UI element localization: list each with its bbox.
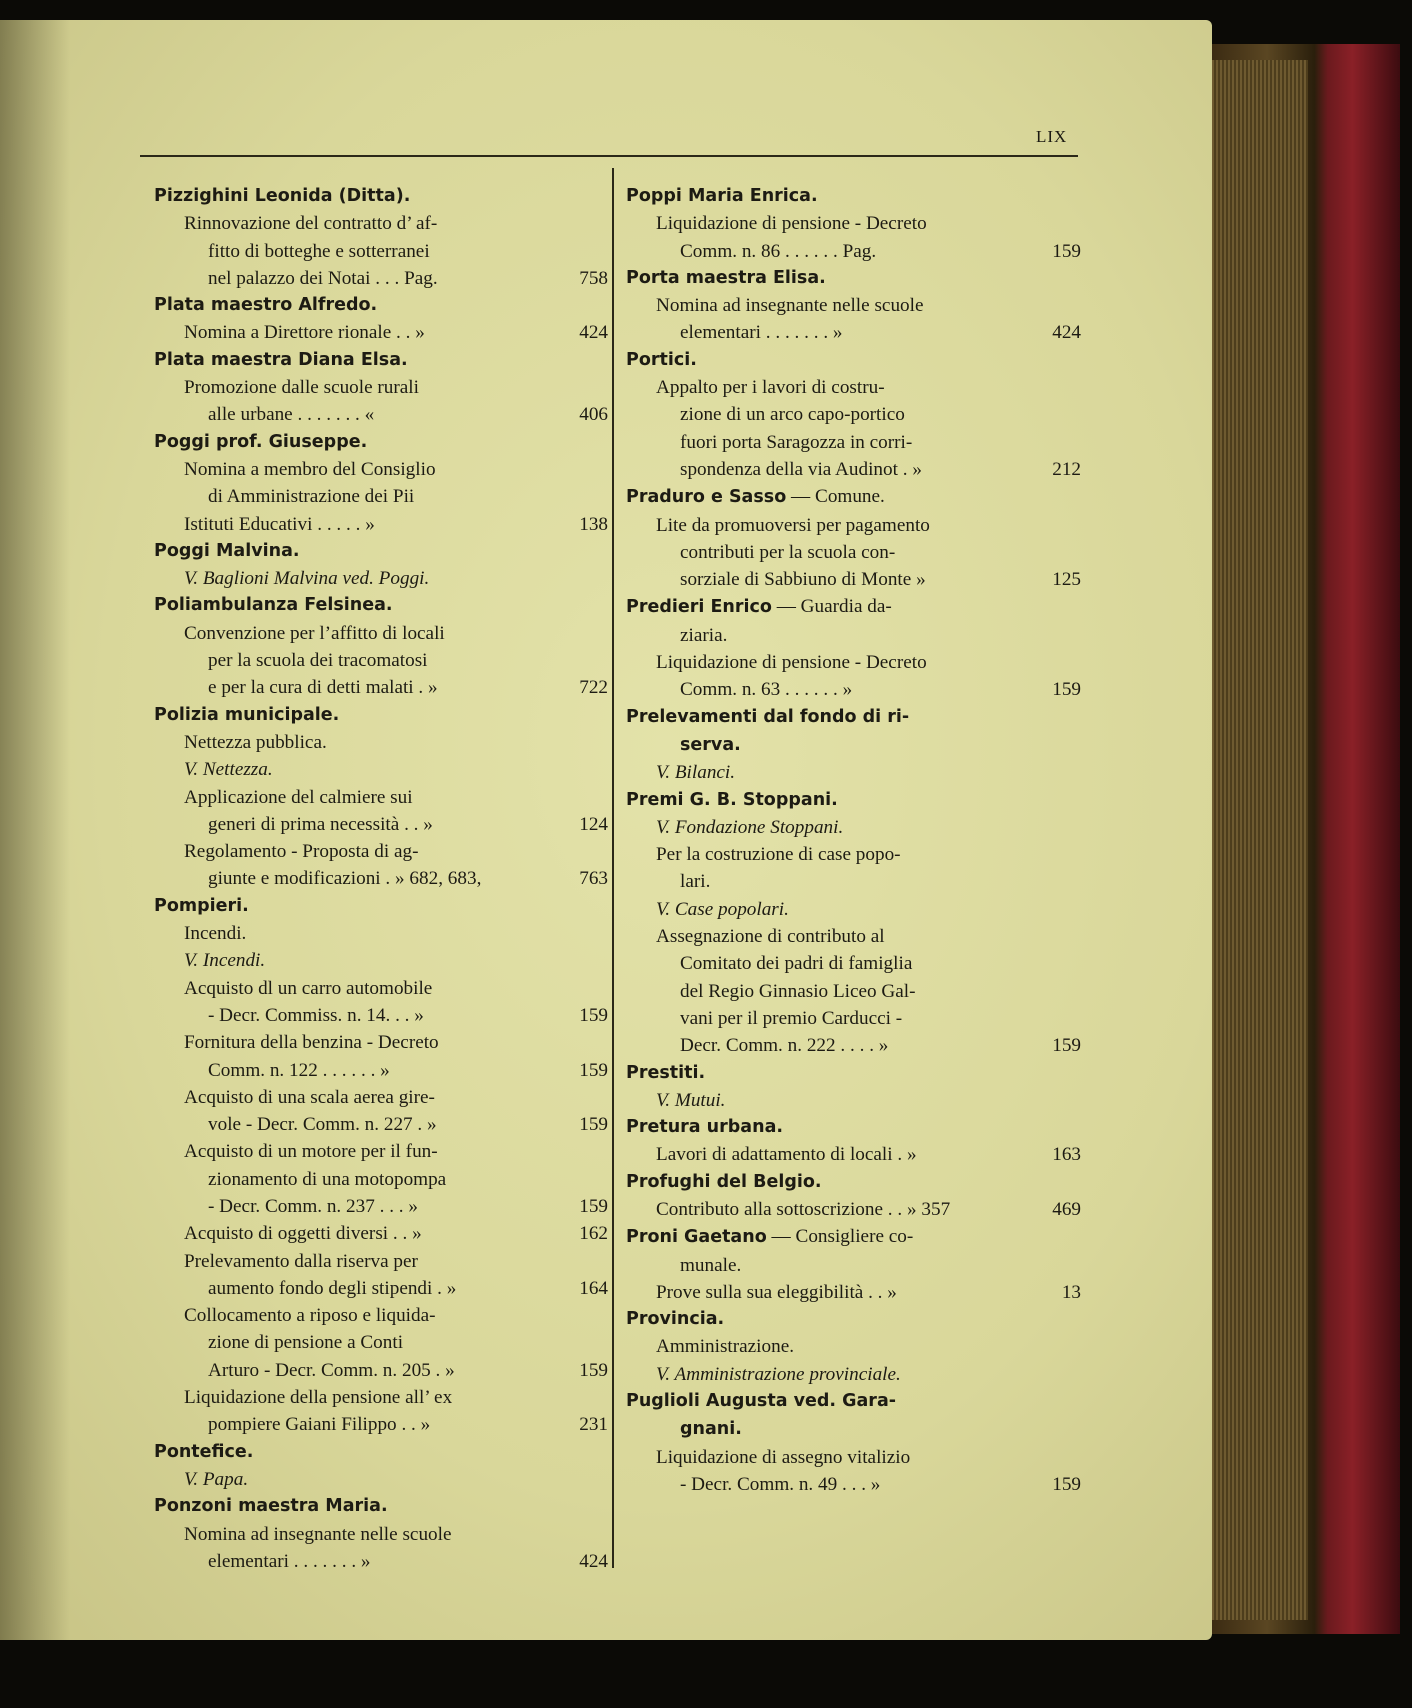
entry-heading <box>154 702 608 729</box>
page-reference: 159 <box>579 1359 608 1381</box>
entry-line-text: V. Incendi. <box>184 950 266 972</box>
entry-line-text: elementari . . . . . . . » <box>208 1550 371 1572</box>
index-entry <box>626 265 1081 347</box>
index-entry <box>154 1493 608 1575</box>
entry-line-text: generi di prima necessità . . » <box>208 813 433 835</box>
page-reference: 162 <box>579 1223 608 1245</box>
entry-line-text: munale. <box>680 1254 742 1276</box>
line-spacer <box>422 1220 574 1247</box>
page-reference: 758 <box>579 267 608 289</box>
entry-line <box>626 923 1081 950</box>
entry-heading-text: Profughi del Belgio. <box>626 1171 822 1192</box>
index-entry <box>154 702 608 893</box>
entry-line-text: Lavori di adattamento di locali . » <box>656 1144 917 1166</box>
entry-line <box>154 647 608 674</box>
entry-heading <box>154 429 608 456</box>
entry-reference-line <box>154 1275 608 1302</box>
entry-line-text: per la scuola dei tracomatosi <box>208 650 428 672</box>
page-reference: 138 <box>579 513 608 535</box>
entry-line <box>626 731 1081 759</box>
entry-line-text: zionamento di una motopompa <box>208 1168 447 1190</box>
entry-heading <box>626 704 1081 731</box>
entry-line-text: V. Papa. <box>184 1468 249 1490</box>
line-spacer <box>438 265 574 292</box>
entry-line-text: Contributo alla sottoscrizione . . » 357 <box>656 1198 951 1220</box>
entry-line-text: Incendi. <box>184 923 247 945</box>
page-reference: 424 <box>579 322 608 344</box>
entry-heading <box>626 1388 1081 1415</box>
entry-line <box>626 210 1081 237</box>
entry-line-text: zione di un arco capo-portico <box>680 404 905 426</box>
entry-line-text: del Regio Ginnasio Liceo Gal- <box>680 980 916 1002</box>
entry-line <box>154 1521 608 1548</box>
entry-heading-text: Proni Gaetano <box>626 1227 767 1248</box>
entry-heading-text: Premi G. B. Stoppani. <box>626 789 838 810</box>
line-spacer <box>374 401 573 428</box>
page-block-edge <box>1212 60 1308 1620</box>
entry-heading-text: Puglioli Augusta ved. Gara- <box>626 1391 897 1412</box>
entry-reference-line <box>154 1193 608 1220</box>
entry-line-text: Acquisto di oggetti diversi . . » <box>184 1223 422 1245</box>
index-entry <box>626 347 1081 483</box>
entry-heading-text: Poggi prof. Giuseppe. <box>154 431 368 452</box>
entry-line-text: Acquisto di una scala aerea gire- <box>184 1086 435 1108</box>
entry-line <box>626 1087 1081 1114</box>
entry-line-text: lari. <box>680 871 711 893</box>
entry-line-text: Convenzione per l’affitto di locali <box>184 622 445 644</box>
entry-line-text: Liquidazione di pensione - Decreto <box>656 652 927 674</box>
entry-line <box>626 429 1081 456</box>
page-reference: 124 <box>579 813 608 835</box>
line-spacer <box>438 674 574 701</box>
entry-line-text: aumento fondo degli stipendi . » <box>208 1277 457 1299</box>
entry-reference-line <box>626 456 1081 483</box>
entry-line <box>154 374 608 401</box>
entry-heading-text: Polizia municipale. <box>154 704 340 725</box>
entry-line-text: Nomina ad insegnante nelle scuole <box>184 1523 452 1545</box>
entry-line-text: Prelevamento dalla riserva per <box>184 1250 418 1272</box>
entry-line <box>154 1138 608 1165</box>
entry-reference-line <box>154 811 608 838</box>
entry-line-text: Promozione dalle scuole rurali <box>184 377 419 399</box>
entry-heading <box>626 265 1081 292</box>
entry-line <box>626 401 1081 428</box>
entry-reference-line <box>626 566 1081 593</box>
entry-line <box>626 978 1081 1005</box>
entry-reference-line <box>154 1220 608 1247</box>
column-divider <box>612 168 614 1568</box>
entry-reference-line <box>626 1032 1081 1059</box>
line-spacer <box>876 238 1046 265</box>
page-reference: 159 <box>1052 1473 1081 1495</box>
entry-line-text: di Amministrazione dei Pii <box>208 486 415 508</box>
entry-reference-line <box>626 1279 1081 1306</box>
page-reference: 212 <box>1052 458 1081 480</box>
entry-reference-line <box>154 511 608 538</box>
entry-reference-line <box>626 319 1081 346</box>
entry-heading-text: Praduro e Sasso <box>626 487 787 508</box>
entry-heading <box>154 347 608 374</box>
entry-line-text: V. Baglioni Malvina ved. Poggi. <box>184 568 430 590</box>
entry-line-text: Comm. n. 122 . . . . . . » <box>208 1059 390 1081</box>
entry-reference-line <box>154 401 608 428</box>
entry-line <box>154 1248 608 1275</box>
entry-line-text: serva. <box>680 734 741 755</box>
entry-heading-text: Pizzighini Leonida (Ditta). <box>154 186 411 206</box>
page-reference: 164 <box>579 1277 608 1299</box>
entry-line-text: Acquisto dl un carro automobile <box>184 977 433 999</box>
entry-line-text: Nomina ad insegnante nelle scuole <box>656 295 924 317</box>
index-entry <box>626 787 1081 1060</box>
entry-line-text: elementari . . . . . . . » <box>680 322 843 344</box>
entry-reference-line <box>154 1357 608 1384</box>
entry-heading <box>626 1306 1081 1333</box>
entry-line-text: Collocamento a riposo e liquida- <box>184 1305 436 1327</box>
entry-heading-text: Porta maestra Elisa. <box>626 267 826 288</box>
index-entry <box>626 704 1081 787</box>
entry-line <box>154 1084 608 1111</box>
entry-line-text: Lite da promuoversi per pagamento <box>656 514 930 536</box>
entry-line-text: Liquidazione di assegno vitalizio <box>656 1446 911 1468</box>
entry-line-text: Comitato dei padri di famiglia <box>680 953 913 975</box>
entry-line-text: giunte e modificazioni . » 682, 683, <box>208 868 482 890</box>
entry-heading <box>154 1493 608 1520</box>
entry-line-text: contributi per la scuola con- <box>680 541 896 563</box>
index-entry <box>626 483 1081 593</box>
entry-line-text: Fornitura della benzina - Decreto <box>184 1032 439 1054</box>
entry-heading <box>626 347 1081 374</box>
entry-line <box>626 622 1081 649</box>
line-spacer <box>437 1111 574 1138</box>
page-reference: 125 <box>1052 569 1081 591</box>
page-reference: 763 <box>579 868 608 890</box>
entry-line <box>154 1029 608 1056</box>
entry-line <box>154 210 608 237</box>
entry-line-text: V. Fondazione Stoppani. <box>656 816 844 838</box>
entry-heading-text: Poliambulanza Felsinea. <box>154 595 393 616</box>
entry-line-text: vani per il premio Carducci - <box>680 1007 903 1029</box>
entry-line <box>154 1329 608 1356</box>
entry-line-text: - Decr. Commiss. n. 14. . . » <box>208 1004 424 1026</box>
entry-line <box>154 1466 608 1493</box>
entry-line-text: fuori porta Saragozza in corri- <box>680 431 913 453</box>
page-number: LIX <box>1036 127 1068 146</box>
entry-reference-line <box>154 1411 608 1438</box>
entry-reference-line <box>154 1548 608 1575</box>
entry-heading-text: Pretura urbana. <box>626 1117 784 1138</box>
entry-line-text: spondenza della via Audinot . » <box>680 458 922 480</box>
page-reference: 159 <box>1052 240 1081 262</box>
entry-heading <box>154 592 608 619</box>
line-spacer <box>888 1032 1046 1059</box>
entry-line-text: Liquidazione della pensione all’ ex <box>184 1387 453 1409</box>
entry-line <box>626 512 1081 539</box>
entry-line <box>154 729 608 756</box>
entry-line-text: Applicazione del calmiere sui <box>184 786 413 808</box>
page-reference: 159 <box>579 1059 608 1081</box>
entry-line-text: pompiere Gaiani Filippo . . » <box>208 1414 431 1436</box>
index-entry <box>626 1060 1081 1115</box>
entry-line <box>154 920 608 947</box>
entry-line-text: Nettezza pubblica. <box>184 731 327 753</box>
line-spacer <box>390 1057 573 1084</box>
entry-reference-line <box>154 319 608 346</box>
page-reference: 13 <box>1061 1281 1081 1303</box>
line-spacer <box>424 1002 573 1029</box>
entry-heading <box>626 183 1081 210</box>
line-spacer <box>843 319 1047 346</box>
line-spacer <box>922 456 1046 483</box>
index-entry <box>626 1306 1081 1388</box>
entry-line-text: vole - Decr. Comm. n. 227 . » <box>208 1114 437 1136</box>
entry-line-text: Arturo - Decr. Comm. n. 205 . » <box>208 1359 455 1381</box>
index-column-left <box>154 183 608 1575</box>
entry-reference-line <box>626 238 1081 265</box>
entry-reference-line <box>626 676 1081 703</box>
entry-line-text: Rinnovazione del contratto d’ af- <box>184 213 438 235</box>
entry-line-text: Comm. n. 63 . . . . . . » <box>680 679 853 701</box>
entry-line-text: Comm. n. 86 . . . . . . Pag. <box>680 240 877 262</box>
entry-line <box>154 1166 608 1193</box>
entry-line <box>626 759 1081 786</box>
entry-heading <box>626 483 1081 511</box>
entry-line <box>154 784 608 811</box>
entry-line-text: Nomina a Direttore rionale . . » <box>184 322 425 344</box>
index-entry <box>626 1388 1081 1498</box>
entry-line-text: Nomina a membro del Consiglio <box>184 458 436 480</box>
entry-reference-line <box>154 265 608 292</box>
entry-line-text: fitto di botteghe e sotterranei <box>208 240 430 262</box>
index-entry <box>626 1223 1081 1306</box>
entry-reference-line <box>154 865 608 892</box>
entry-heading <box>154 538 608 565</box>
index-entry <box>626 1169 1081 1224</box>
entry-line-text: Liquidazione di pensione - Decreto <box>656 213 927 235</box>
entry-heading-text: Poppi Maria Enrica. <box>626 186 818 206</box>
entry-heading <box>154 183 608 210</box>
entry-line-text: Prove sulla sua eleggibilità . . » <box>656 1281 897 1303</box>
entry-reference-line <box>626 1471 1081 1498</box>
entry-line-text: Per la costruzione di case popo- <box>656 844 901 866</box>
entry-heading-text: Prestiti. <box>626 1062 706 1083</box>
entry-reference-line <box>154 1002 608 1029</box>
entry-heading-text: Poggi Malvina. <box>154 540 300 561</box>
index-entry <box>154 347 608 429</box>
entry-line-text: Acquisto di un motore per il fun- <box>184 1141 438 1163</box>
entry-line-text: Decr. Comm. n. 222 . . . . » <box>680 1035 889 1057</box>
entry-line-text: Istituti Educativi . . . . . » <box>184 513 375 535</box>
entry-line-text: ziaria. <box>680 624 728 646</box>
line-spacer <box>880 1471 1046 1498</box>
index-entry <box>154 592 608 701</box>
entry-heading-text: Ponzoni maestra Maria. <box>154 1496 388 1517</box>
line-spacer <box>917 1141 1047 1168</box>
line-spacer <box>950 1196 1046 1223</box>
line-spacer <box>375 511 573 538</box>
entry-line <box>154 456 608 483</box>
page-reference: 159 <box>1052 679 1081 701</box>
entry-line <box>154 565 608 592</box>
index-entry <box>626 593 1081 703</box>
entry-heading-text: Provincia. <box>626 1309 725 1330</box>
entry-line-text: alle urbane . . . . . . . « <box>208 404 375 426</box>
entry-line-text: V. Amministrazione provinciale. <box>656 1363 901 1385</box>
line-spacer <box>418 1193 573 1220</box>
entry-line-text: zione di pensione a Conti <box>208 1332 404 1354</box>
entry-line-text: V. Bilanci. <box>656 762 736 784</box>
entry-line-text: Appalto per i lavori di costru- <box>656 377 885 399</box>
entry-line <box>154 975 608 1002</box>
entry-line-text: - Decr. Comm. n. 49 . . . » <box>680 1473 881 1495</box>
page-reference: 469 <box>1052 1198 1081 1220</box>
entry-line <box>626 1361 1081 1388</box>
entry-line <box>626 1415 1081 1443</box>
entry-heading-text: Pompieri. <box>154 895 249 916</box>
page-reference: 159 <box>579 1004 608 1026</box>
entry-line <box>626 1005 1081 1032</box>
entry-line <box>626 814 1081 841</box>
index-entry <box>154 429 608 538</box>
entry-heading <box>154 1439 608 1466</box>
line-spacer <box>926 566 1047 593</box>
entry-line-text: nel palazzo dei Notai . . . Pag. <box>208 267 438 289</box>
entry-heading <box>154 893 608 920</box>
entry-line <box>626 950 1081 977</box>
line-spacer <box>433 811 573 838</box>
page-reference: 231 <box>579 1414 608 1436</box>
entry-line <box>626 1333 1081 1360</box>
entry-line <box>626 649 1081 676</box>
entry-heading <box>154 292 608 319</box>
entry-line-text: - Decr. Comm. n. 237 . . . » <box>208 1195 418 1217</box>
entry-heading-text: Pontefice. <box>154 1441 254 1462</box>
entry-reference-line <box>154 1057 608 1084</box>
entry-line <box>626 868 1081 895</box>
entry-line <box>154 756 608 783</box>
index-entry <box>626 1114 1081 1169</box>
entry-line <box>626 1252 1081 1279</box>
entry-line-text: V. Case popolari. <box>656 898 789 920</box>
entry-line <box>626 292 1081 319</box>
entry-line <box>626 539 1081 566</box>
line-spacer <box>852 676 1046 703</box>
line-spacer <box>371 1548 574 1575</box>
entry-line <box>626 1444 1081 1471</box>
entry-line-text: sorziale di Sabbiuno di Monte » <box>680 569 926 591</box>
entry-line-text: Amministrazione. <box>656 1336 795 1358</box>
entry-line-text: Assegnazione di contributo al <box>656 926 885 948</box>
entry-heading <box>626 1060 1081 1087</box>
page-reference: 406 <box>579 404 608 426</box>
line-spacer <box>430 1411 573 1438</box>
entry-reference-line <box>626 1196 1081 1223</box>
entry-line-text: e per la cura di detti malati . » <box>208 677 438 699</box>
entry-line <box>154 838 608 865</box>
entry-heading-text: Predieri Enrico <box>626 597 772 618</box>
line-spacer <box>455 1357 573 1384</box>
spine-shadow <box>0 20 70 1640</box>
entry-line-text: V. Mutui. <box>656 1089 726 1111</box>
page-reference: 424 <box>1052 322 1081 344</box>
entry-heading <box>626 787 1081 814</box>
page-reference: 163 <box>1052 1144 1081 1166</box>
page-reference: 722 <box>579 677 608 699</box>
index-column-right <box>626 183 1081 1498</box>
entry-line <box>626 374 1081 401</box>
entry-line <box>154 238 608 265</box>
line-spacer <box>425 319 573 346</box>
line-spacer <box>897 1279 1056 1306</box>
page-reference: 159 <box>1052 1035 1081 1057</box>
entry-line <box>626 896 1081 923</box>
entry-heading-text: Portici. <box>626 349 697 370</box>
entry-reference-line <box>154 674 608 701</box>
entry-line-text: gnani. <box>680 1419 742 1440</box>
entry-line <box>626 841 1081 868</box>
page-reference: 159 <box>579 1195 608 1217</box>
entry-heading <box>626 1223 1081 1251</box>
entry-line <box>154 1384 608 1411</box>
entry-heading-text: Prelevamenti dal fondo di ri- <box>626 706 910 727</box>
entry-heading-text: Plata maestra Diana Elsa. <box>154 349 408 370</box>
entry-line <box>154 1302 608 1329</box>
entry-heading-text: Plata maestro Alfredo. <box>154 295 378 316</box>
entry-reference-line <box>154 1111 608 1138</box>
index-entry <box>154 292 608 347</box>
index-entry <box>154 1439 608 1494</box>
entry-heading-extra: — Comune. <box>786 486 885 508</box>
page-reference: 424 <box>579 1550 608 1572</box>
line-spacer <box>456 1275 573 1302</box>
index-entry <box>154 183 608 292</box>
index-entry <box>154 538 608 593</box>
entry-reference-line <box>626 1141 1081 1168</box>
entry-heading <box>626 1114 1081 1141</box>
header-rule <box>140 155 1078 157</box>
page-reference: 159 <box>579 1114 608 1136</box>
line-spacer <box>481 865 573 892</box>
entry-heading <box>626 593 1081 621</box>
entry-line <box>154 620 608 647</box>
entry-heading <box>626 1169 1081 1196</box>
index-entry <box>154 893 608 1439</box>
index-entry <box>626 183 1081 265</box>
entry-heading-extra: — Guardia da- <box>771 596 892 618</box>
entry-line-text: V. Nettezza. <box>184 759 273 781</box>
entry-line <box>154 483 608 510</box>
entry-heading-extra: — Consigliere co- <box>766 1226 914 1248</box>
entry-line-text: Regolamento - Proposta di ag- <box>184 841 419 863</box>
entry-line <box>154 947 608 974</box>
